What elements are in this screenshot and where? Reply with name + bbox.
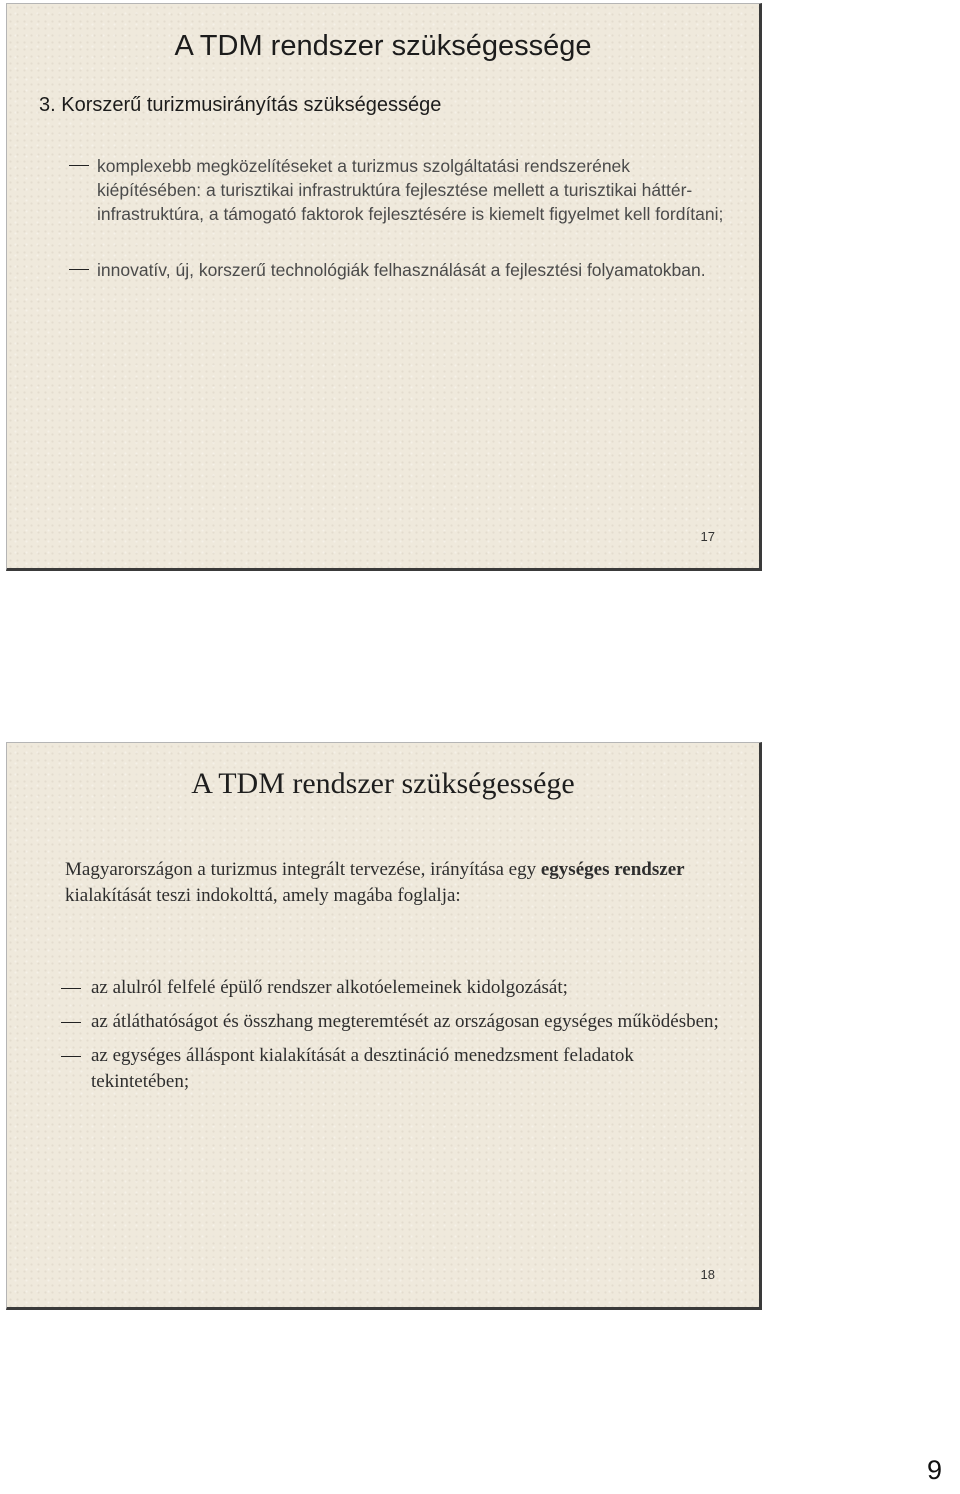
- list-item: [69, 258, 729, 282]
- intro-paragraph: [65, 857, 715, 909]
- intro-text: Magyarországon a turizmus integrált tervezése, irányítása egy: [65, 859, 541, 880]
- slide-page-number: 18: [700, 1267, 715, 1282]
- slide-page-number: 17: [700, 529, 715, 544]
- list-item: [65, 1009, 725, 1035]
- dash-bullet-icon: [69, 269, 89, 270]
- dash-bullet-icon: [61, 1022, 81, 1023]
- bullet-text: az egységes álláspont kialakítását a desztináció menedzsment feladatok tekintetében;: [91, 1045, 634, 1092]
- bullet-text: az átláthatóságot és összhang megteremtését az országosan egységes működésben;: [91, 1011, 719, 1032]
- list-item: [65, 975, 725, 1001]
- bullet-list: [69, 154, 729, 314]
- bullet-text: az alulról felfelé épülő rendszer alkotóelemeinek kidolgozását;: [91, 977, 568, 998]
- slide-title: A TDM rendszer szükségessége: [174, 30, 592, 62]
- bullet-list: [65, 975, 725, 1103]
- document-page-number: 9: [926, 1455, 942, 1485]
- intro-bold-text: egységes rendszer: [540, 859, 685, 880]
- dash-bullet-icon: [69, 165, 89, 166]
- list-item: [69, 154, 729, 226]
- slide-subheading: 3. Korszerű turizmusirányítás szükségessége: [39, 94, 442, 116]
- list-item: [65, 1043, 725, 1095]
- dash-bullet-icon: [61, 1056, 81, 1057]
- dash-bullet-icon: [61, 988, 81, 989]
- bullet-text: komplexebb megközelítéseket a turizmus szolgáltatási rendszerének kiépítésében: a turisztikai infrastruktúra fejlesztése mellett a turisztikai háttér-infrastruktúra, a támogató faktorok fejlesztésére is kiemelt figyelmet kell fordítani;: [97, 156, 724, 224]
- intro-text-end: kialakítását teszi indokolttá, amely magába foglalja:: [65, 885, 461, 906]
- slide-18: [6, 742, 762, 1310]
- slide-17: [6, 3, 762, 571]
- slide-title: A TDM rendszer szükségessége: [191, 767, 575, 800]
- bullet-text: innovatív, új, korszerű technológiák felhasználását a fejlesztési folyamatokban.: [97, 260, 706, 280]
